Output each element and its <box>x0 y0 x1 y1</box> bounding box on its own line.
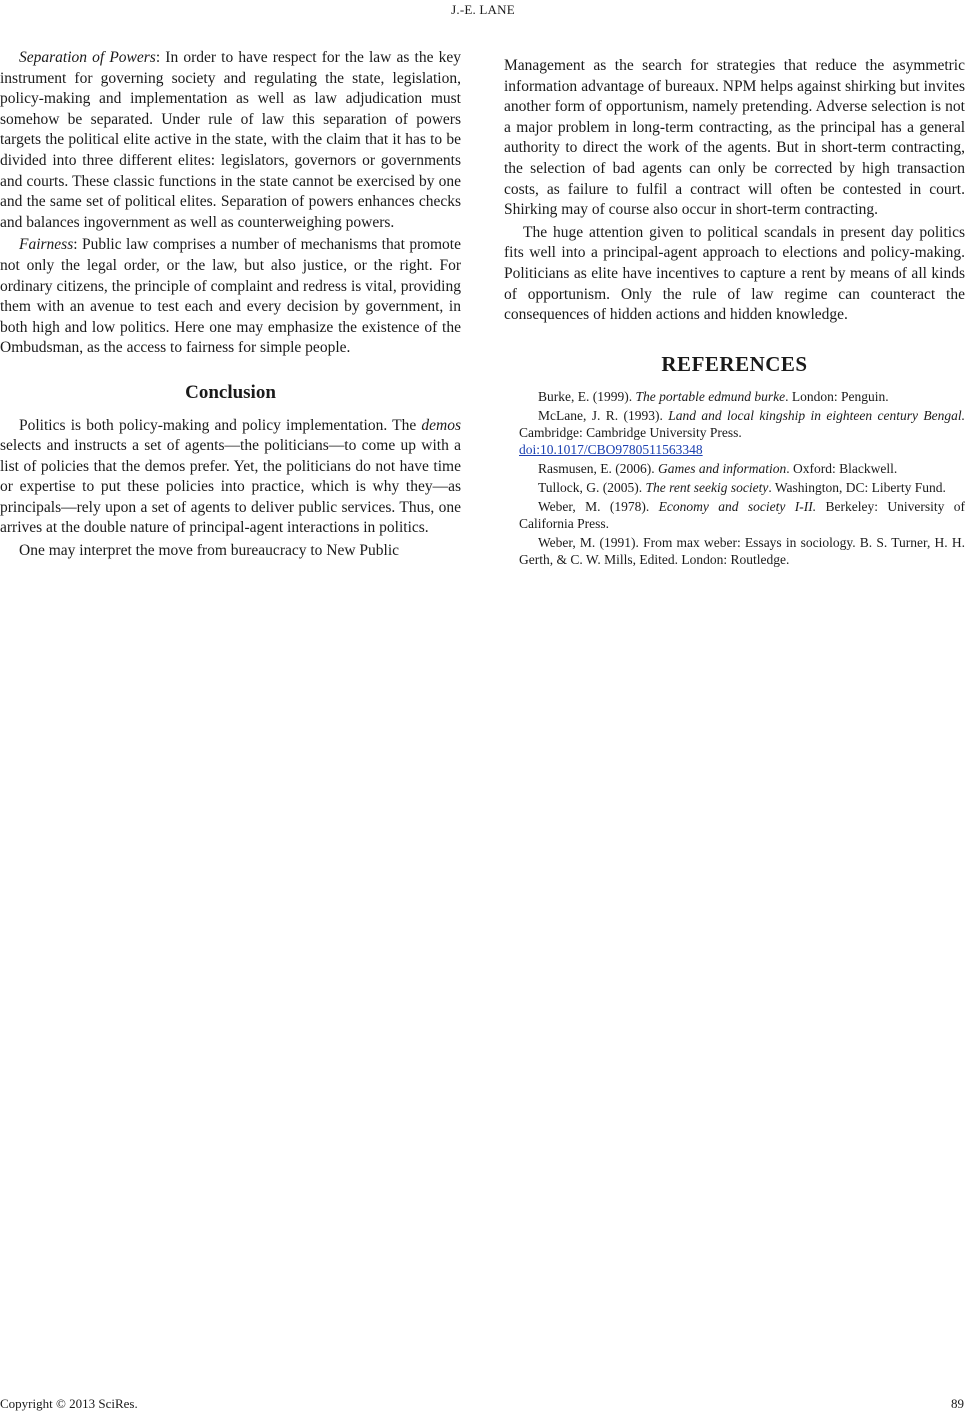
paragraph-scandals: The huge attention given to political scandals in present day politics fits well into a principal-agent approach to elections and policy-making. Politicians as elite have incentives to capture a rent by means of all kinds of opportunism. Only the rule of law regime can counteract the consequences of hidden actions and hidden knowledge. <box>504 223 965 324</box>
paragraph-npm: Management as the search for strategies that reduce the asymmetric information advantage of bureaux. NPM helps against shirking but invites another form of opportunism, namely pretending. Adverse selection is not a major problem in long-term contracting, as the principal has a general authority to direct the work of the agents. But in short-term contracting, the selection of bad agents can only be corrected by high transaction costs, as failure to fulfil a contract will often be contested in court. Shirking may of course also occur in short-term contracting. <box>504 57 965 219</box>
ref-rest: Cambridge: Cambridge University Press. <box>519 425 742 441</box>
ref-author: Weber, M. (1978). <box>538 499 659 515</box>
reference-item <box>504 534 965 568</box>
ref-title: The portable edmund burke <box>635 389 786 405</box>
emphasis-demos: demos <box>421 416 461 434</box>
doi-link[interactable]: doi:10.1017/CBO9780511563348 <box>519 442 703 458</box>
paragraph-text: selects and instructs a set of agents—the politicians—to come up with a list of policies that the demos prefer. Yet, the politicians do not have time or expertise to put these policies into practice, which is why they—as principals—rely upon a set of agents to deliver public services. Thus, one arrives at the double nature of principal-agent interactions in politics. <box>0 437 461 537</box>
ref-rest: . Oxford: Blackwell. <box>786 461 898 477</box>
paragraph-text: Politics is both policy-making and policy implementation. The <box>19 416 422 434</box>
paragraph-separation-of-powers <box>0 48 461 233</box>
left-column <box>0 48 461 562</box>
ref-author: Weber, M. (1991). From max weber: Essays in sociology. B. S. Turner, H. H. Gerth, & C. W. Mills, Edited. London: Routledge. <box>519 535 965 568</box>
reference-item <box>504 498 965 532</box>
right-column <box>504 56 965 568</box>
ref-author: McLane, J. R. (1993). <box>538 408 669 424</box>
ref-author: Rasmusen, E. (2006). <box>538 461 658 477</box>
section-heading-conclusion: Conclusion <box>185 381 276 403</box>
paragraph-lead: Fairness <box>19 236 74 254</box>
ref-author: Burke, E. (1999). <box>538 389 636 405</box>
paragraph-fairness <box>0 235 461 359</box>
ref-rest: . London: Penguin. <box>785 389 889 405</box>
footer-page-number: 89 <box>951 1396 964 1411</box>
reference-item <box>504 460 965 477</box>
ref-author: Tullock, G. (2005). <box>538 480 646 496</box>
reference-item <box>504 388 965 405</box>
ref-title: The rent seekig society <box>645 480 769 496</box>
paragraph-text: : In order to have respect for the law as the key instrument for governing society and regulating the state, legislation, policy-making and implementation as well as law adjudication must somehow be separated. Under rule of law this separation of powers targets the political elite active in the state, with the claim that it has to be divided into three different elites: legislators, governors or governments and courts. These classic functions in the state cannot be exercised by one and the same set of political elites. Separation of powers enhances checks and balances ingovernment as well as counterweighing powers. <box>0 49 461 231</box>
paragraph-conclusion-1 <box>0 416 461 540</box>
ref-rest: . Washington, DC: Liberty Fund. <box>768 480 946 496</box>
footer-copyright: Copyright © 2013 SciRes. <box>0 1396 138 1411</box>
ref-title: Economy and society I-II. <box>658 499 817 515</box>
ref-rest: Berkeley: University of California Press. <box>519 499 965 532</box>
paragraph-text: : Public law comprises a number of mechanisms that promote not only the legal order, or the law, but also justice, or the right. For ordinary citizens, the principle of complaint and redress is vital, providing them with an avenue to test each and every decision by government, in both high and low politics. Here one may emphasize the existence of the Ombudsman, as the access to fairness for simple people. <box>0 236 461 357</box>
paragraph-lead: Separation of Powers <box>19 49 156 66</box>
references-heading: REFERENCES <box>661 351 808 376</box>
paragraph-conclusion-2: One may interpret the move from bureaucracy to New Public <box>19 542 400 560</box>
ref-title: Land and local kingship in eighteen century Bengal. <box>668 408 965 424</box>
running-head: J.-E. LANE <box>451 2 515 17</box>
reference-item <box>504 479 965 496</box>
reference-item <box>504 407 965 458</box>
ref-title: Games and information <box>657 461 787 477</box>
references-list <box>504 388 965 568</box>
